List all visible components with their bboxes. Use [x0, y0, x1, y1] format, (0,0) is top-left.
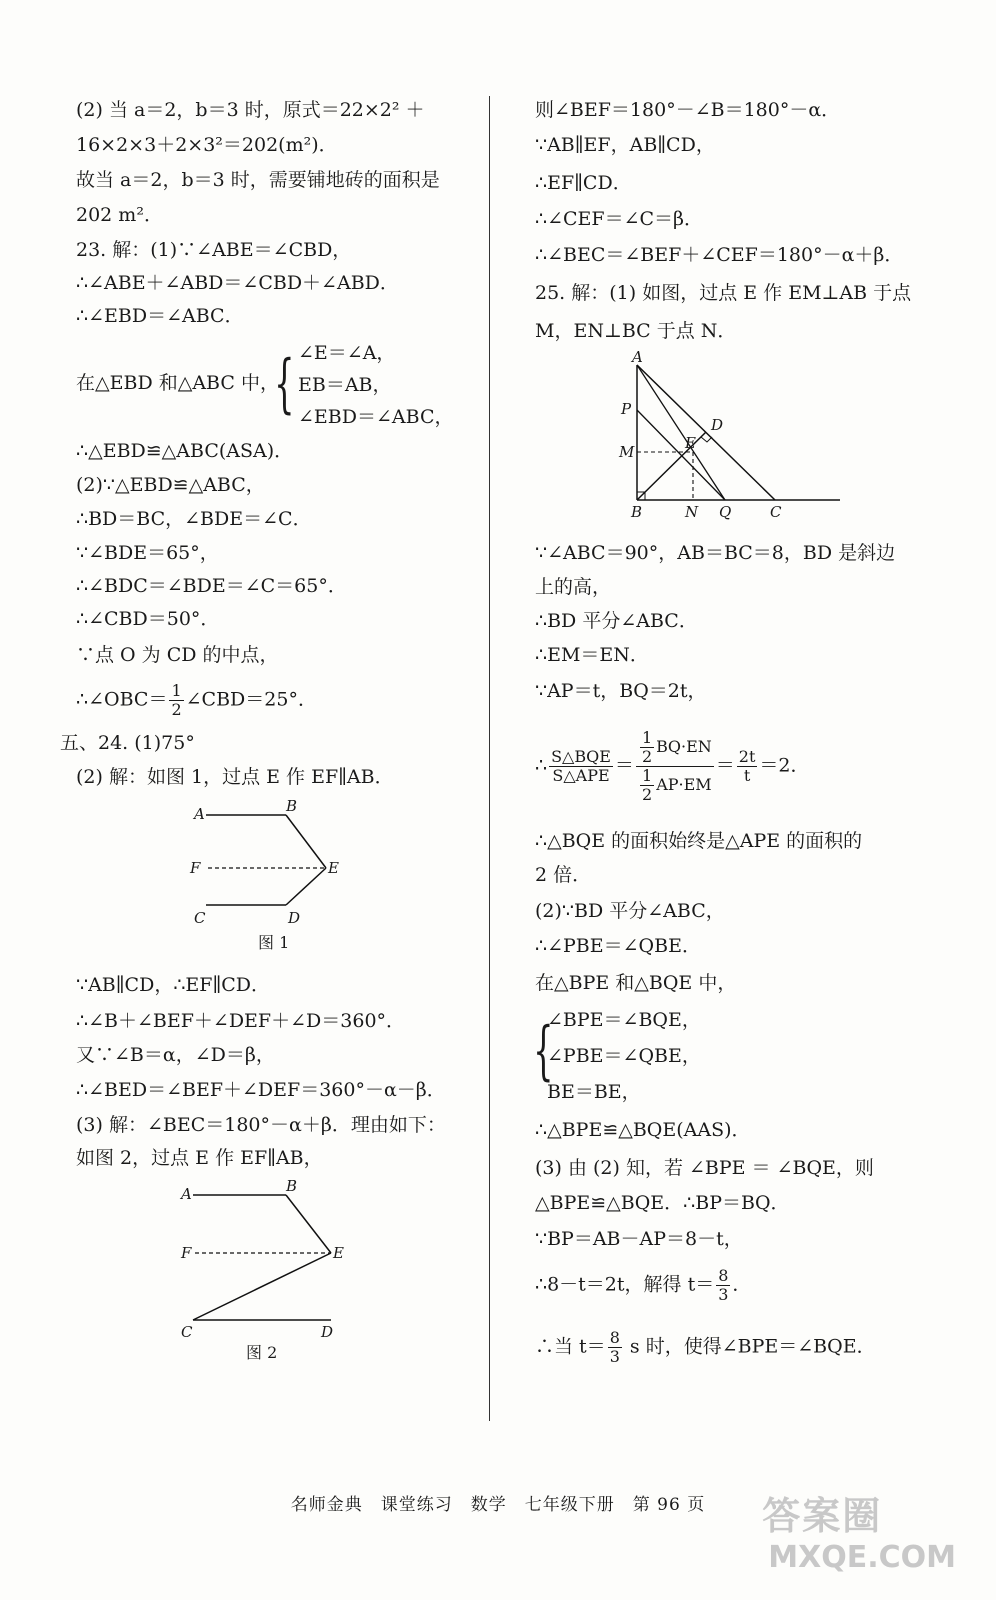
expr-part: ． [732, 1273, 752, 1296]
fraction [636, 730, 714, 803]
point-label: D [288, 909, 301, 927]
point-label: B [286, 1177, 298, 1195]
text-line: ∵AB∥EF，AB∥CD， [535, 134, 715, 156]
numerator: 8 [718, 1266, 729, 1285]
numerator [636, 730, 714, 767]
text-line: (2) 解：如图 1，过点 E 作 EF∥AB． [76, 766, 394, 788]
system-prefix: 在△EBD 和△ABC 中， [76, 372, 279, 394]
watermark-logo [762, 1485, 956, 1575]
text-line: ∴△BQE 的面积始终是△APE 的面积的 [535, 830, 863, 852]
text-line: ∴∠ABE＋∠ABD＝∠CBD＋∠ABD． [76, 272, 399, 294]
text-line: 25. 解：(1) 如图，过点 E 作 EM⊥AB 于点 [535, 282, 912, 304]
expr-part: ∴ [535, 754, 548, 777]
point-label: B [286, 797, 298, 815]
text-line: △BPE≌△BQE．∴BP＝BQ． [535, 1192, 790, 1214]
text-line: ∴BD＝BC，∠BDE＝∠C． [76, 508, 312, 530]
figure-25-diagram [615, 350, 855, 530]
text-line: ∴∠PBE＝∠QBE． [535, 935, 701, 957]
system-line: ∠EBD＝∠ABC， [298, 406, 454, 428]
point-label: M [619, 443, 635, 461]
system-line: ∠E＝∠A， [298, 342, 396, 364]
equation-system-2 [535, 1005, 935, 1110]
fraction [549, 749, 613, 784]
equation-system-1 [76, 340, 486, 435]
text-line: (2) 当 a＝2，b＝3 时，原式＝22×2² ＋ [76, 99, 425, 121]
numerator: 1 [171, 681, 182, 700]
text-line: ∴EM＝EN． [535, 644, 649, 666]
point-label: A [181, 1185, 192, 1203]
text-line [535, 1330, 876, 1365]
watermark-line: MXQE.COM [768, 1540, 956, 1575]
text-line: 又∵∠B＝α，∠D＝β， [76, 1044, 275, 1066]
text-line: ∴△EBD≌△ABC(ASA)． [76, 440, 294, 462]
text-line: ∵AB∥CD，∴EF∥CD． [76, 974, 271, 996]
text-line: ∵点 O 为 CD 的中点， [76, 644, 279, 666]
expr-part: ＝2． [759, 754, 810, 777]
text-line: ∴EF∥CD． [535, 172, 632, 194]
text-line: ∵∠ABC＝90°，AB＝BC＝8，BD 是斜边 [535, 542, 896, 564]
text-line: 202 m²． [76, 204, 163, 226]
text-line: 23. 解：(1)∵∠ABE＝∠CBD， [76, 239, 352, 261]
text-line: ∵BP＝AB－AP＝8－t， [535, 1228, 743, 1250]
brace-icon: { [533, 1014, 554, 1088]
section-heading: 五、24. (1)75° [60, 732, 195, 754]
text-line: ∴∠EBD＝∠ABC． [76, 305, 244, 327]
denominator: 2 [642, 785, 653, 804]
denominator: 2 [171, 700, 182, 719]
text-line [535, 1268, 751, 1303]
numerator: S△BQE [551, 747, 611, 766]
area-ratio-equation [535, 730, 809, 803]
watermark-line: 答案圈 [762, 1494, 883, 1538]
denominator: 3 [718, 1285, 729, 1304]
expr-part: ∴8－t＝2t，解得 t＝ [535, 1273, 715, 1296]
fraction [169, 683, 183, 718]
expr-part: AP·EM [656, 775, 712, 794]
text-line: ∴∠BEC＝∠BEF＋∠CEF＝180°－α＋β． [535, 244, 904, 266]
point-label: A [632, 350, 643, 366]
text-line: 16×2×3＋2×3²＝202(m²)． [76, 134, 338, 156]
fraction [716, 1268, 730, 1303]
expr-part: ＝ [614, 754, 634, 777]
expr-part: BQ·EN [656, 737, 712, 756]
denominator: t [743, 766, 751, 785]
text-line: ∴∠CBD＝50°． [76, 608, 220, 630]
fraction [640, 768, 654, 803]
denominator: 2 [641, 747, 653, 766]
point-label: P [621, 400, 632, 418]
expr-part: ∴∠OBC＝ [76, 688, 168, 711]
point-label: D [321, 1323, 334, 1341]
text-line: (2)∵△EBD≌△ABC， [76, 474, 265, 496]
denominator: S△APE [552, 766, 610, 785]
text-line: ∴BD 平分∠ABC． [535, 610, 698, 632]
point-label: Q [719, 503, 732, 521]
text-line: (3) 由 (2) 知，若 ∠BPE ＝ ∠BQE，则 [535, 1157, 874, 1179]
figure-2-caption: 图 2 [246, 1343, 278, 1362]
fraction [608, 1330, 622, 1365]
expr-part: s 时，使得∠BPE＝∠BQE． [623, 1335, 876, 1358]
figure-1-caption: 图 1 [258, 933, 290, 952]
text-line: ∴∠BDC＝∠BDE＝∠C＝65°． [76, 575, 347, 597]
point-label: E [328, 859, 339, 877]
point-label: C [194, 909, 206, 927]
text-line: ∴∠CEF＝∠C＝β． [535, 208, 704, 230]
system-line: ∠BPE＝∠BQE， [547, 1009, 701, 1031]
brace-icon: { [274, 347, 295, 421]
denominator [636, 767, 714, 803]
expr-part: ∴当 t＝ [535, 1335, 606, 1358]
point-label: A [194, 805, 205, 823]
text-line: ∴△BPE≌△BQE(AAS)． [535, 1119, 751, 1141]
text-line: M，EN⊥BC 于点 N． [535, 320, 737, 342]
fraction [737, 749, 758, 784]
text-line: (3) 解：∠BEC＝180°－α＋β．理由如下： [76, 1114, 446, 1136]
numerator: 1 [641, 728, 653, 747]
point-label: F [181, 1244, 192, 1262]
text-line: 如图 2，过点 E 作 EF∥AB， [76, 1147, 323, 1169]
point-label: C [181, 1323, 193, 1341]
text-line: 故当 a＝2，b＝3 时，需要铺地砖的面积是 [76, 169, 440, 191]
column-divider [489, 96, 490, 1421]
point-label: E [333, 1244, 344, 1262]
text-line: ∵∠BDE＝65°， [76, 542, 219, 564]
figure-2-diagram [171, 1175, 361, 1350]
numerator: 1 [642, 766, 653, 785]
point-label: C [770, 503, 782, 521]
text-line: (2)∵BD 平分∠ABC， [535, 900, 725, 922]
text-line: ∴∠B＋∠BEF＋∠DEF＋∠D＝360°． [76, 1010, 406, 1032]
text-line: ∵AP＝t，BQ＝2t， [535, 680, 707, 702]
denominator: 3 [609, 1347, 620, 1366]
point-label: B [631, 503, 643, 521]
page-footer: 名师金典 课堂练习 数学 七年级下册 第 96 页 [290, 1495, 706, 1515]
numerator: 8 [609, 1328, 620, 1347]
text-line: 2 倍． [535, 864, 592, 886]
text-line: 则∠BEF＝180°－∠B＝180°－α． [535, 99, 841, 121]
point-label: E [685, 434, 696, 452]
expr-part: ＝ [715, 754, 735, 777]
text-line [76, 683, 317, 718]
numerator: 2t [738, 747, 756, 766]
expr-part: ∠CBD＝25°． [185, 688, 317, 711]
system-line: ∠PBE＝∠QBE， [547, 1045, 701, 1067]
point-label: F [190, 859, 201, 877]
point-label: D [711, 416, 724, 434]
fraction [640, 730, 654, 765]
text-line: ∴∠BED＝∠BEF＋∠DEF＝360°－α－β． [76, 1079, 446, 1101]
system-line: EB＝AB， [298, 374, 392, 396]
point-label: N [685, 503, 699, 521]
system-line: BE＝BE， [547, 1081, 641, 1103]
text-line: 在△BPE 和△BQE 中， [535, 972, 737, 994]
text-line: 上的高， [535, 576, 612, 598]
